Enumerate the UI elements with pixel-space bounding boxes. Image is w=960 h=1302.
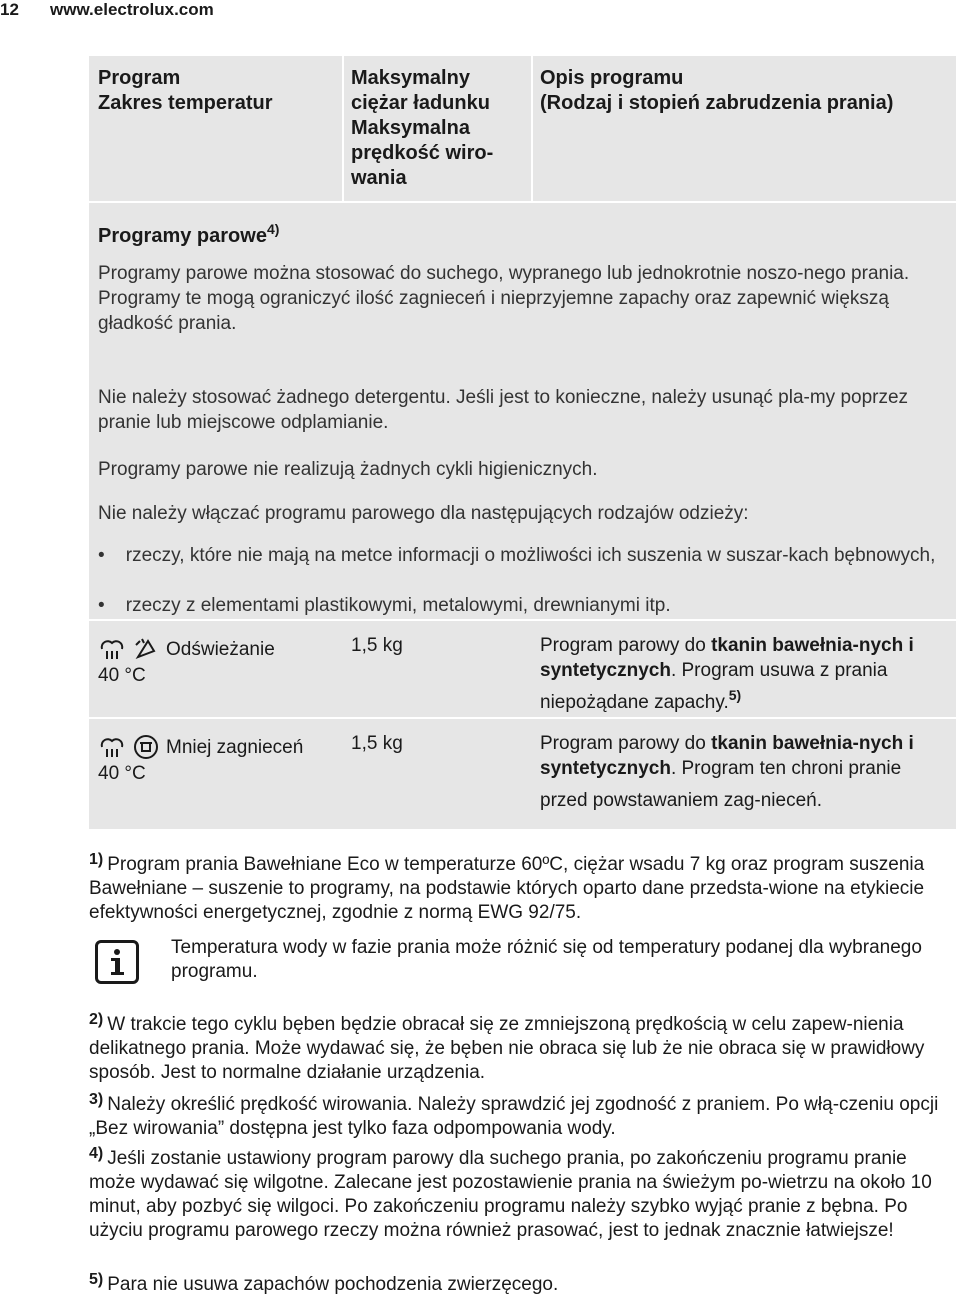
- program-description: Program parowy do tkanin bawełnia-nych i syntetycznych. Program usuwa z prania niepożądane zapachy.$^{5)}$: [540, 635, 914, 713]
- steam-paragraph: Nie należy włączać programu parowego dla następujących rodzajów odzieży:: [98, 503, 749, 524]
- steam-paragraph: Programy parowe nie realizują żadnych cykli higienicznych.: [98, 459, 598, 480]
- column-divider: [531, 56, 533, 201]
- steam-programs-section: [89, 201, 956, 619]
- steam-paragraph: Nie należy stosować żadnego detergentu. Jeśli jest to konieczne, należy usunąć pla-my poprzez pranie lub miejscowe odplamianie.: [98, 387, 909, 433]
- less-creases-icon: [132, 733, 160, 761]
- program-name: Odświeżanie: [166, 638, 275, 660]
- program-table: [89, 56, 956, 619]
- program-row: [89, 619, 956, 717]
- header-col-load: Maksymalny ciężar ładunku Maksymalna prędkość wiro- wania: [351, 67, 494, 189]
- refresh-icon: [132, 635, 160, 663]
- footnote-3: $^{3)}$ Należy określić prędkość wirowania. Należy sprawdzić jej zgodność z praniem. Po włą-czeniu opcji „Bez wirowania” dostępna jest tylko faza odpompowania wody.: [89, 1091, 939, 1139]
- footnote-4: $^{4)}$ Jeśli zostanie ustawiony program parowy dla suchego prania, po zakończeniu programu pranie może wydawać się wilgotne. Zalecane jest pozostawienie prania na świeżym po-wietrzu na około 10 minut, aby pozbyć się wilgoci. Po zakończeniu programu należy szybko wyjąć pranie z bębna. Po użyciu programu parowego rzeczy można również prasować, jest to jednak znacznie łatwiejsze!: [89, 1145, 932, 1241]
- info-box: [89, 936, 956, 986]
- table-header: [89, 56, 956, 201]
- program-rows: [89, 619, 956, 829]
- program-name: Mniej zagnieceń: [166, 736, 304, 758]
- info-icon: [95, 940, 139, 984]
- steam-intro: Programy parowe można stosować do suchego, wypranego lub jednokrotnie noszo-nego prania. Programy te mogą ograniczyć ilość zagnieceń i nieprzyjemne zapachy oraz zapewnić większą gładkość prania.: [98, 263, 910, 334]
- program-temp: 40 °C: [98, 665, 146, 686]
- program-temp: 40 °C: [98, 763, 146, 784]
- footnote-5: $^{5)}$ Para nie usuwa zapachów pochodzenia zwierzęcego.: [89, 1271, 559, 1295]
- page-number: 12: [0, 0, 19, 19]
- info-text: Temperatura wody w fazie prania może różnić się od temperatury podanej dla wybranego programu.: [171, 937, 922, 982]
- program-load: 1,5 kg: [351, 733, 403, 754]
- steam-icon: [98, 635, 126, 663]
- footnote-1: $^{1)}$ Program prania Bawełniane Eco w temperaturze 60ºC, ciężar wsadu 7 kg oraz program suszenia Bawełniane – suszenie to programy, na podstawie których oparto dane przedsta-wione na etykiecie efektywności energetycznej, zgodnie z normą EWG 92/75.: [89, 851, 925, 923]
- header-col-program: Program Zakres temperatur: [98, 67, 273, 114]
- section-title: Programy parowe$^{4)}$: [98, 221, 280, 247]
- program-row: [89, 717, 956, 829]
- site-url: www.electrolux.com: [50, 0, 214, 19]
- header-col-description: Opis programu (Rodzaj i stopień zabrudzenia prania): [540, 67, 894, 114]
- bullet-item: • rzeczy, które nie mają na metce informacji o możliwości ich suszenia w suszar-kach bębnowych,: [98, 545, 936, 566]
- footnote-2: $^{2)}$ W trakcie tego cyklu bęben będzie obracał się ze zmniejszoną prędkością w celu zapew-nienia delikatnego prania. Może wydawać się, że bęben nie obraca się lub że nie obraca się w prawidłowy sposób. Jest to normalne działanie urządzenia.: [89, 1011, 925, 1083]
- steam-icon: [98, 733, 126, 761]
- bullet-item: • rzeczy z elementami plastikowymi, metalowymi, drewnianymi itp.: [98, 595, 671, 616]
- program-name-cell: [98, 733, 338, 786]
- column-divider: [342, 56, 344, 201]
- program-load: 1,5 kg: [351, 635, 403, 656]
- program-description: Program parowy do tkanin bawełnia-nych i syntetycznych. Program ten chroni pranie przed powstawaniem zag-nieceń.: [540, 733, 914, 811]
- program-name-cell: [98, 635, 338, 688]
